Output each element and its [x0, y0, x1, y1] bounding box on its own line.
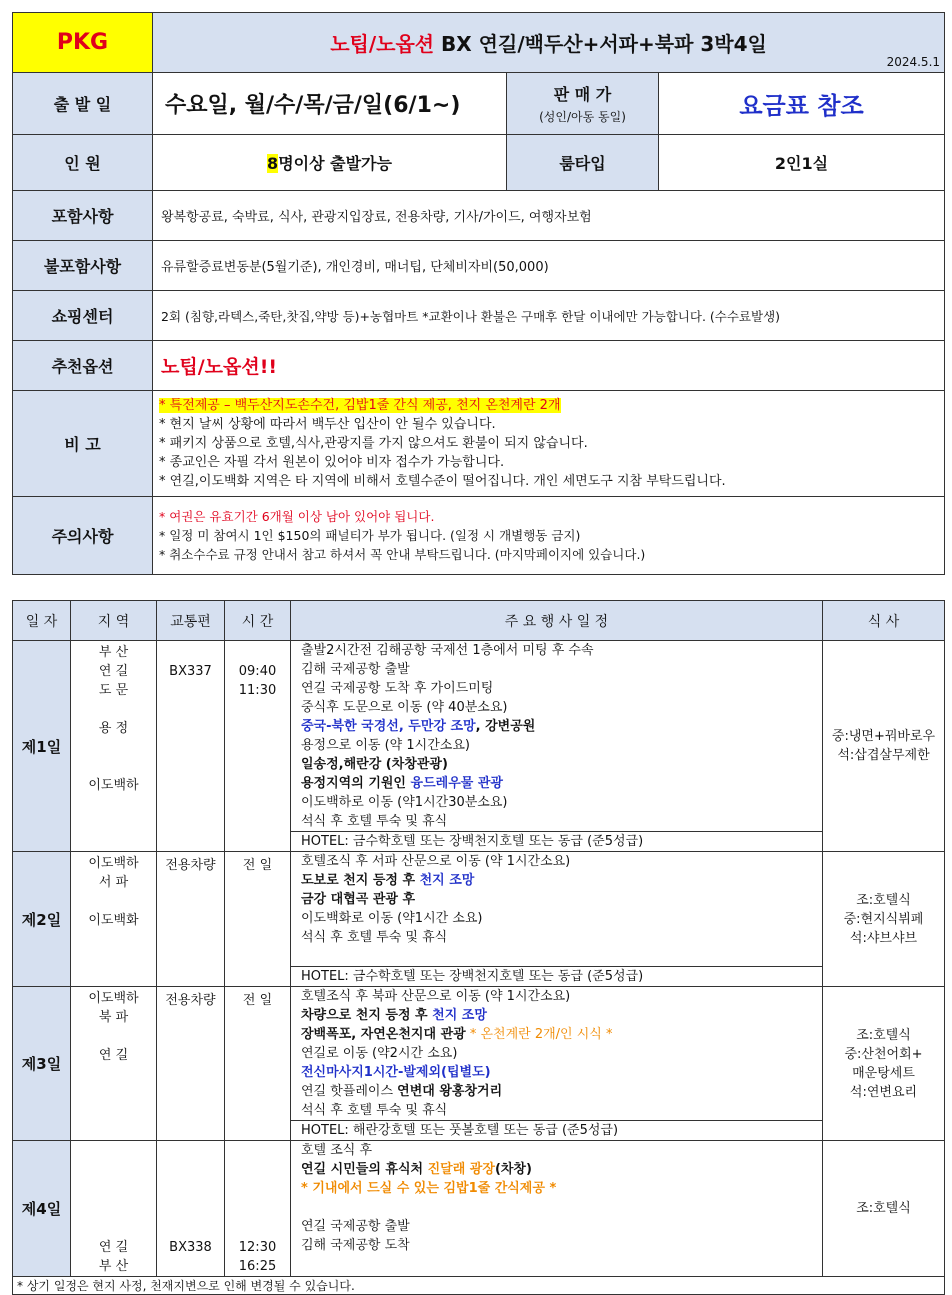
- day-regions: [71, 1141, 157, 1277]
- schedule-line: 호텔조식 후 북파 산문으로 이동 (약 1시간소요): [301, 989, 571, 1004]
- region: 서 파: [98, 875, 129, 890]
- meal: 조:호텔식: [856, 1201, 911, 1216]
- caution-label: 주의사항: [13, 497, 153, 575]
- day-regions: [71, 641, 157, 852]
- issue-date: 2024.5.1: [886, 55, 941, 69]
- day-label: 제1일: [13, 641, 71, 852]
- transport: BX337: [157, 641, 225, 852]
- day-label: 제4일: [13, 1141, 71, 1277]
- region: 연 길: [98, 664, 129, 679]
- transport: 전용차량: [157, 987, 225, 1141]
- itinerary-table: [12, 600, 945, 1295]
- col-header-meals: 식 사: [823, 601, 945, 641]
- times: [225, 1141, 291, 1277]
- region: 부 산: [98, 645, 129, 660]
- hotel-info: HOTEL: 해란강호텔 또는 풋볼호텔 또는 동급 (준5성급): [291, 1120, 822, 1140]
- region: 도 문: [98, 683, 129, 698]
- time: 16:25: [238, 1259, 277, 1274]
- schedule-line: 연길 국제공항 출발: [301, 1219, 410, 1234]
- recommend-label: 추천옵션: [13, 341, 153, 391]
- hotel-info: HOTEL: 금수학호텔 또는 장백천지호텔 또는 동급 (준5성급): [291, 831, 822, 851]
- schedule: [291, 1141, 823, 1277]
- title-rest: BX 연길/백두산+서파+북파 3박4일: [434, 32, 767, 56]
- remarks-line: * 현지 날씨 상황에 따라서 백두산 입산이 안 될수 있습니다.: [159, 417, 496, 432]
- caution-red-line: * 여권은 유효기간 6개월 이상 남아 있어야 됩니다.: [159, 509, 435, 524]
- remarks-cell: [153, 391, 945, 497]
- schedule-line: 장백폭포, 자연온천지대 관광 * 온천계란 2개/인 시식 *: [301, 1027, 613, 1042]
- table-row: [13, 1141, 945, 1277]
- region: 부 산: [98, 1259, 129, 1274]
- meal: 매운탕세트: [852, 1065, 915, 1081]
- schedule-line: 김해 국제공항 도착: [301, 1238, 410, 1253]
- time: 전 일: [225, 987, 291, 1141]
- schedule-line: 호텔 조식 후: [301, 1143, 373, 1158]
- meals: [823, 1141, 945, 1277]
- table-row: [13, 641, 945, 852]
- excluded-value: 유류할증료변동분(5월기준), 개인경비, 매너팁, 단체비자비(50,000): [153, 241, 945, 291]
- caution-cell: [153, 497, 945, 575]
- schedule-line: 중국-북한 국경선, 두만강 조망, 강변공원: [301, 719, 536, 734]
- region: 북 파: [98, 1010, 129, 1025]
- title-red: 노팁/노옵션: [330, 32, 435, 56]
- meal: 중:현지식뷔페: [843, 911, 924, 927]
- region: 용 정: [98, 721, 129, 736]
- schedule-line: 연길 핫플레이스 연변대 왕홍창거리: [301, 1084, 503, 1099]
- recommend-value: 노팁/노옵션!!: [153, 341, 945, 391]
- remarks-highlight: * 특전제공 – 백두산지도손수건, 김밥1줄 간식 제공, 천지 온천계란 2개: [159, 398, 561, 413]
- schedule-line: 이도백화로 이동 (약1시간 소요): [301, 911, 483, 926]
- times: [225, 641, 291, 852]
- remarks-line: * 종교인은 자필 각서 원본이 있어야 비자 접수가 가능합니다.: [159, 455, 505, 470]
- schedule-line: * 기내에서 드실 수 있는 김밥1줄 간식제공 *: [301, 1181, 557, 1196]
- meals: [823, 852, 945, 987]
- time: 11:30: [238, 683, 277, 698]
- shopping-value: 2회 (침향,라텍스,죽탄,찻집,약방 등)+농협마트 *교환이나 환불은 구매후 한달 이내에만 가능합니다. (수수료발생): [153, 291, 945, 341]
- table-row: [13, 987, 945, 1141]
- meal: 석:연변요리: [849, 1084, 918, 1100]
- remarks-highlight-line: [153, 396, 944, 415]
- schedule-line: 김해 국제공항 출발: [301, 662, 410, 677]
- schedule-line: 연길 시민들의 휴식처 진달래 광장(차창): [301, 1162, 532, 1177]
- col-header-time: 시 간: [225, 601, 291, 641]
- schedule-line: 석식 후 호텔 투숙 및 휴식: [301, 814, 448, 829]
- departure-value: 수요일, 월/수/목/금/일(6/1~): [153, 73, 507, 135]
- time: 12:30: [238, 1240, 277, 1255]
- schedule-line: 도보로 천지 등정 후 천지 조망: [301, 873, 475, 888]
- shopping-label: 쇼핑센터: [13, 291, 153, 341]
- room-value: 2인1실: [659, 135, 945, 191]
- transport: 전용차량: [157, 852, 225, 987]
- schedule-line: 연길 국제공항 도착 후 가이드미팅: [301, 681, 494, 696]
- schedule-line: 전신마사지1시간-발제외(팁별도): [301, 1065, 491, 1080]
- schedule-line: 연길로 이동 (약2시간 소요): [301, 1046, 458, 1061]
- schedule-line: 출발2시간전 김해공항 국제선 1층에서 미팅 후 수속: [301, 643, 594, 658]
- included-value: 왕복항공료, 숙박료, 식사, 관광지입장료, 전용차량, 기사/가이드, 여행자보험: [153, 191, 945, 241]
- table-row: [13, 852, 945, 987]
- schedule-line: 일송정,해란강 (차창관광): [301, 757, 448, 772]
- region: 이도백화: [88, 913, 139, 928]
- col-header-schedule: 주 요 행 사 일 정: [291, 601, 823, 641]
- footnote: * 상기 일정은 현지 사정, 천재지변으로 인해 변경될 수 있습니다.: [13, 1277, 945, 1295]
- schedule-line: 차량으로 천지 등정 후 천지 조망: [301, 1008, 487, 1023]
- hotel-info: HOTEL: 금수학호텔 또는 장백천지호텔 또는 동급 (준5성급): [291, 966, 822, 986]
- people-value: [153, 135, 507, 191]
- remarks-line: * 패키지 상품으로 호텔,식사,관광지를 가지 않으셔도 환불이 되지 않습니다.: [159, 436, 588, 451]
- region: 이도백하: [88, 856, 139, 871]
- meal: 조:호텔식: [856, 1027, 911, 1043]
- pkg-badge: PKG: [13, 13, 153, 73]
- page-title: [153, 13, 945, 73]
- schedule-line: 용정지역의 기원인 융드레우물 관광: [301, 776, 503, 791]
- time: 09:40: [238, 664, 277, 679]
- people-rest: 명이상 출발가능: [278, 154, 392, 173]
- schedule-line: 이도백하로 이동 (약1시간30분소요): [301, 795, 508, 810]
- schedule-line: 중식후 도문으로 이동 (약 40분소요): [301, 700, 508, 715]
- day-regions: [71, 987, 157, 1141]
- info-table: [12, 12, 945, 575]
- day-label: 제2일: [13, 852, 71, 987]
- schedule: [291, 852, 823, 987]
- schedule-line: 석식 후 호텔 투숙 및 휴식: [301, 930, 448, 945]
- meal: 조:호텔식: [856, 892, 911, 908]
- meal: 석:삽겹살무제한: [837, 748, 930, 763]
- transport: BX338: [157, 1141, 225, 1277]
- schedule: [291, 641, 823, 852]
- schedule-line: 호텔조식 후 서파 산문으로 이동 (약 1시간소요): [301, 854, 571, 869]
- meal: 중:냉면+꿔바로우: [831, 729, 936, 744]
- price-label-cell: [507, 73, 659, 135]
- price-sub: (성인/아동 동일): [539, 110, 626, 124]
- col-header-day: 일 자: [13, 601, 71, 641]
- meal: 석:샤브샤브: [849, 930, 918, 946]
- remarks-label: 비 고: [13, 391, 153, 497]
- time: 전 일: [225, 852, 291, 987]
- region: 이도백하: [88, 991, 139, 1006]
- schedule-line: 용정으로 이동 (약 1시간소요): [301, 738, 470, 753]
- col-header-transport: 교통편: [157, 601, 225, 641]
- remarks-line: * 연길,이도백화 지역은 타 지역에 비해서 호텔수준이 떨어집니다. 개인 세면도구 지참 부탁드립니다.: [159, 474, 726, 489]
- region: 이도백하: [88, 778, 139, 793]
- schedule-line: 석식 후 호텔 투숙 및 휴식: [301, 1103, 448, 1118]
- caution-line: * 일정 미 참여시 1인 $150의 패널티가 부가 됩니다. (일정 시 개별행동 금지): [159, 528, 581, 543]
- day-regions: [71, 852, 157, 987]
- schedule-line: 금강 대협곡 관광 후: [301, 892, 416, 907]
- price-label: 판 매 가: [553, 85, 612, 104]
- excluded-label: 불포함사항: [13, 241, 153, 291]
- schedule: [291, 987, 823, 1141]
- col-header-region: 지 역: [71, 601, 157, 641]
- meal: 중:산천어회+: [844, 1046, 923, 1062]
- people-label: 인 원: [13, 135, 153, 191]
- room-label: 룸타입: [507, 135, 659, 191]
- day-label: 제3일: [13, 987, 71, 1141]
- caution-line: * 취소수수료 규정 안내서 참고 하셔서 꼭 안내 부탁드립니다. (마지막페이지에 있습니다.): [159, 547, 646, 562]
- meals: [823, 987, 945, 1141]
- meals: [823, 641, 945, 852]
- region: 연 길: [98, 1048, 129, 1063]
- region: 연 길: [98, 1240, 129, 1255]
- price-value: 요금표 참조: [659, 73, 945, 135]
- included-label: 포함사항: [13, 191, 153, 241]
- people-count: 8: [267, 154, 279, 173]
- departure-label: 출 발 일: [13, 73, 153, 135]
